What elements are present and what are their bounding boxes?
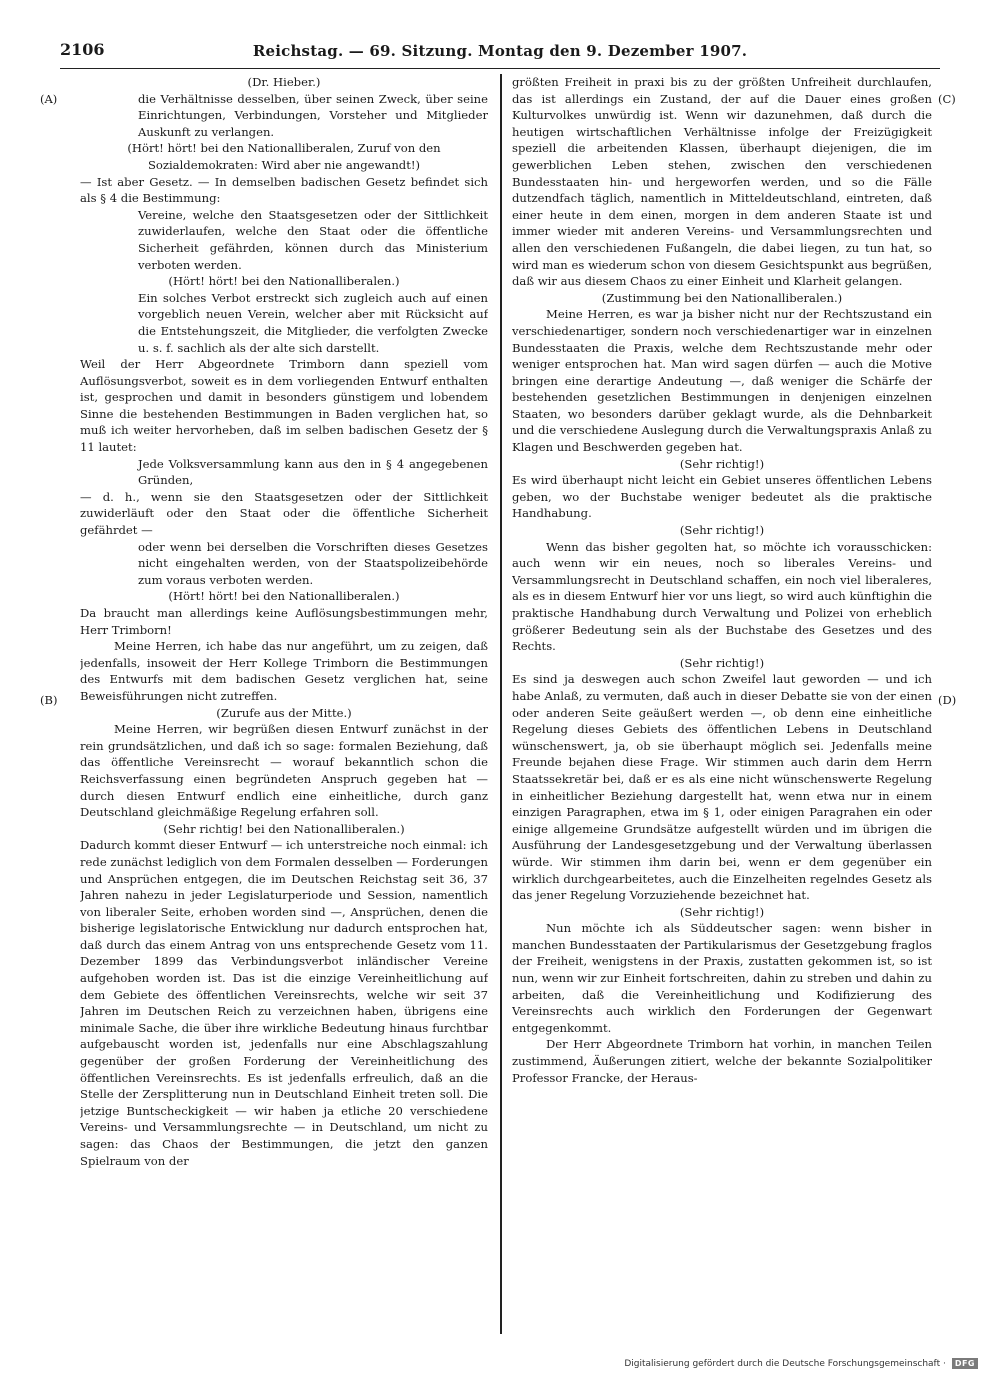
interjection: (Zustimmung bei den Nationalliberalen.) (601, 290, 843, 305)
column-divider (500, 74, 502, 1334)
interjection: (Hört! hört! bei den Nationalliberalen.) (168, 274, 400, 289)
paragraph: Meine Herren, wir begrüßen diesen Entwurf zunächst in der rein grundsätzlichen, und daß ich so sage: formalen Beziehung, daß das öffentliche Vereinsrecht — worauf bekanntlich schon die Reichsverfassung einen begründeten Anspruch gegeben hat — durch diesen Entwurf endlich eine einheitliche, durch ganz Deutschland gleichmäßige Regelung erfahren soll. (80, 722, 488, 820)
margin-marker-b: (B) (40, 693, 58, 707)
dfg-logo: DFG (952, 1358, 978, 1369)
paragraph: Nun möchte ich als Süddeutscher sagen: wenn bisher in manchen Bundesstaaten der Partikularismus der Gesetzgebung fraglos der Freiheit, wenigstens in der Praxis, zustatten gekommen ist, so ist nun, wenn wir zur Einheit fortschreiten, dahin zu streben und dahin zu arbeiten, daß die Vereinheitlichung und Kodifizierung des Vereinsrechts auch wirklich den Forderungen der Gegenwart entgegenkommt. (512, 921, 932, 1035)
interjection: (Hört! hört! bei den Nationalliberalen.) (168, 589, 400, 604)
paragraph: Der Herr Abgeordnete Trimborn hat vorhin, in manchen Teilen zustimmend, Äußerungen zitiert, welche der bekannte Sozialpolitiker Professor Francke, der Heraus- (512, 1037, 932, 1085)
margin-marker-d: (D) (938, 693, 957, 707)
interjection: (Sehr richtig!) (679, 456, 765, 471)
paragraph: — d. h., wenn sie den Staatsgesetzen oder der Sittlichkeit zuwiderläuft oder den Staat oder die öffentliche Sicherheit gefährdet — (80, 489, 488, 538)
paragraph: Es sind ja deswegen auch schon Zweifel laut geworden — und ich habe Anlaß, zu vermuten, daß auch in dieser Debatte sie von der einen oder anderen Seite geäußert werden —, ob denn eine einheitliche Regelung dieses Gebiets des öffentlichen Lebens in Deutschland wünschenswert, ja, ob sie überhaupt möglich sei. Jedenfalls meine Freunde bejahen diese Frage. Wir stimmen auch darin dem Herrn Staatssekretär bei, daß er es als eine nicht wünschenswerte Regelung in einheitlicher Beziehung dargestellt hat, wenn etwa nur in einem einzigen Paragraphen, etwa im § 1, oder einigen Paragrahen ein oder einige allgemeine Grundsätze aufgestellt würden und im übrigen die Ausführung der Landesgesetzgebung und der Verwaltung überlassen würde. Wir stimmen ihm darin bei, wenn er dem gegenüber ein wirklich durchgearbeitetes, auch die Einzelheiten regelndes Gesetz als das jener Regelung Vorzuziehende bezeichnet hat. (512, 672, 932, 903)
page-header (60, 38, 940, 69)
quoted-law-text: Jede Volksversammlung kann aus den in § 4 angegebenen Gründen, (138, 456, 488, 488)
margin-marker-c: (C) (938, 92, 956, 106)
paragraph: Weil der Herr Abgeordnete Trimborn dann speziell vom Auflösungsverbot, soweit es in dem vorliegenden Entwurf enthalten ist, gesprochen und damit in besonders günstigem und lobendem Sinne die bestehenden Bestimmungen in Baden verglichen hat, so muß ich weiter hervorheben, daß im selben badischen Gesetz der § 11 lautet: (80, 357, 488, 455)
interjection: (Sehr richtig!) (679, 523, 765, 538)
interjection: (Sehr richtig! bei den Nationalliberalen.) (163, 821, 405, 836)
paragraph: — Ist aber Gesetz. — In demselben badischen Gesetz befindet sich als § 4 die Bestimmung: (80, 174, 488, 206)
left-column (80, 74, 488, 1334)
paragraph: Es wird überhaupt nicht leicht ein Gebiet unseres öffentlichen Lebens geben, wo der Buchstabe weniger bedeutet als die praktische Handhabung. (512, 473, 932, 521)
quoted-law-text: oder wenn bei derselben die Vorschriften dieses Gesetzes nicht eingehalten werden, von der Staatspolizeibehörde zum voraus verboten werden. (138, 539, 488, 587)
paragraph: Wenn das bisher gegolten hat, so möchte ich vorausschicken: auch wenn wir ein neues, noch so liberales Vereins- und Versammlungsrecht in Deutschland schaffen, ein noch viel liberaleres, als es in diesem Entwurf hier vor uns liegt, so wird auch künftighin die praktische Handhabung durch Verwaltung und Polizei von erheblich größerer Bedeutung sein als der Buchstabe des Gesetzes und des Rechts. (512, 539, 932, 654)
quoted-law-text: die Verhältnisse desselben, über seinen Zweck, über seine Einrichtungen, Verbindungen, Vorsteher und Mitglieder Auskunft zu verlangen. (138, 91, 488, 139)
paragraph: Da braucht man allerdings keine Auflösungsbestimmungen mehr, Herr Trimborn! (80, 606, 488, 637)
margin-marker-a: (A) (40, 92, 58, 106)
paragraph: Meine Herren, es war ja bisher nicht nur der Rechtszustand ein verschiedenartiger, sondern noch verschiedenartiger war in einzelnen Bundesstaaten die Praxis, welche dem Rechtszustande mehr oder weniger entsprochen hat. Man wird sagen dürfen — auch die Motive bringen eine derartige Andeutung —, daß weniger die Schärfe der bestehenden gesetzlichen Bestimmungen in denjenigen einzelnen Staaten, wo besonders darüber geklagt wurde, als die Dehnbarkeit und die verschiedene Auslegung durch die Verwaltungspraxis Anlaß zu Klagen und Beschwerden gegeben hat. (512, 307, 932, 455)
interjection: (Hört! hört! bei den Nationalliberalen, Zuruf von den Sozialdemokraten: Wird aber nie angewandt!) (127, 141, 441, 172)
right-column (512, 74, 932, 1334)
footer (624, 1358, 978, 1369)
quoted-law-text: Vereine, welche den Staatsgesetzen oder der Sittlichkeit zuwiderlaufen, welche den Staat oder die öffentliche Sicherheit gefährden, können durch das Ministerium verboten werden. (138, 207, 488, 272)
page-title: Reichstag. — 69. Sitzung. Montag den 9. Dezember 1907. (252, 42, 748, 60)
interjection: (Sehr richtig!) (679, 655, 765, 670)
footer-credit: Digitalisierung gefördert durch die Deutsche Forschungsgemeinschaft · (624, 1358, 946, 1369)
quoted-law-text: Ein solches Verbot erstreckt sich zugleich auch auf einen vorgeblich neuen Verein, welcher aber mit Rücksicht auf die Entstehungszeit, die Mitglieder, die verfolgten Zwecke u. s. f. sachlich als der alte sich darstellt. (138, 290, 488, 355)
interjection: (Zurufe aus der Mitte.) (216, 705, 352, 720)
paragraph: größten Freiheit in praxi bis zu der größten Unfreiheit durchlaufen, das ist allerdings ein Zustand, der auf die Dauer eines großen Kulturvolkes unwürdig ist. Wenn wir dazunehmen, daß durch die heutigen wirtschaftlichen Verhältnisse infolge der Freizügigkeit speziell die arbeitenden Klassen, überhaupt diejenigen, die im gewerblichen Leben stehen, zwischen den verschiedenen Bundesstaaten hin- und hergeworfen werden, und so die Fälle dutzendfach täglich, namentlich in Mitteldeutschland, eintreten, daß einer heute in dem einen, morgen in dem anderen Staate ist und immer wieder mit anderen Vereins- und Versammlungsrechten und allen den verschiedenen Fußangeln, die dabei liegen, zu tun hat, so wird man es wiederum schon von diesem Gesichtspunkt aus begrüßen, daß wir aus diesem Chaos zu einer Einheit und Klarheit gelangen. (512, 75, 932, 289)
speaker-name: (Dr. Hieber.) (247, 75, 321, 89)
paragraph: Meine Herren, ich habe das nur angeführt, um zu zeigen, daß jedenfalls, insoweit der Herr Kollege Trimborn die Bestimmungen des Entwurfs mit dem badischen Gesetz verglichen hat, seine Beweisführungen nicht zutreffen. (80, 639, 488, 703)
interjection: (Sehr richtig!) (679, 904, 765, 919)
paragraph: Dadurch kommt dieser Entwurf — ich unterstreiche noch einmal: ich rede zunächst lediglich von dem Formalen desselben — Forderungen und Ansprüchen entgegen, die im Deutschen Reichstag seit 36, 37 Jahren nahezu in jeder Legislaturperiode und Session, namentlich von liberaler Seite, erhoben worden sind —, Ansprüchen, denen die bisherige legislatorische Entwicklung nur dadurch entsprochen hat, daß durch das einem Antrag von uns entsprechende Gesetz vom 11. Dezember 1899 das Verbindungsverbot inländischer Vereine aufgehoben worden ist. Das ist die einzige Vereinheitlichung auf dem Gebiete des öffentlichen Vereinsrechts, welche wir seit 37 Jahren im Deutschen Reich zu verzeichnen haben, übrigens eine minimale Sache, die über ihre wirkliche Bedeutung hinaus furchtbar aufgebauscht worden ist, jedenfalls nur eine Abschlagszahlung gegenüber der großen Forderung der Vereinheitlichung des öffentlichen Vereinsrechts. Es ist jedenfalls erfreulich, daß an die Stelle der Zersplitterung nun in Deutschland Einheit treten soll. Die jetzige Buntscheckigkeit — wir haben ja etliche 20 verschiedene Vereins- und Versammlungsrechte — in Deutschland, um nicht zu sagen: das Chaos der Bestimmungen, die jetzt den ganzen Spielraum von der (80, 838, 488, 1168)
page-number: 2106 (60, 40, 105, 59)
